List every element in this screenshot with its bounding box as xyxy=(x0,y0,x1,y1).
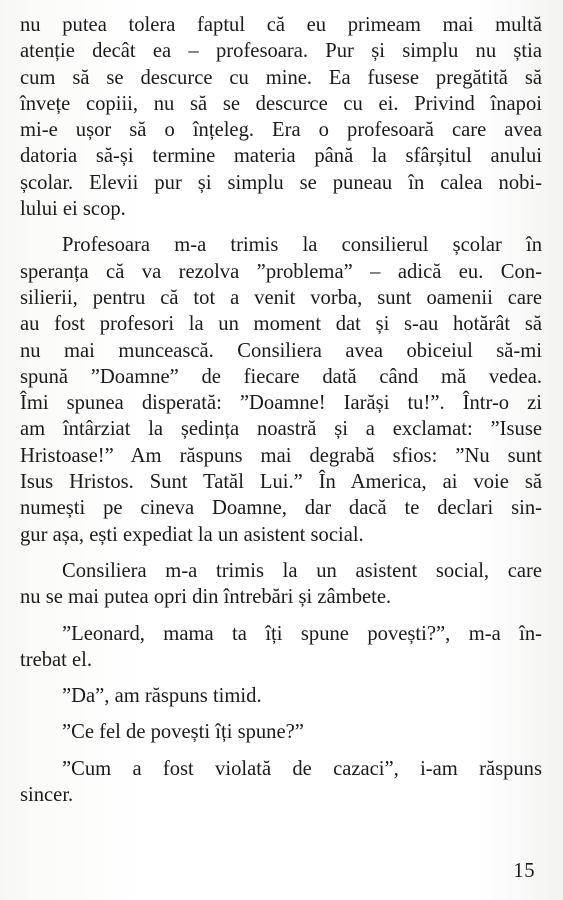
paragraph-gap xyxy=(20,746,542,756)
text-line: au fost profesori la un moment dat și s-au hotărât să xyxy=(20,313,542,336)
paragraph-7 xyxy=(20,756,542,809)
paragraph-6 xyxy=(20,719,542,745)
text-line: lului ei scop. xyxy=(20,198,126,221)
text-line: ”Ce fel de povești îți spune?” xyxy=(62,721,304,744)
paragraph-gap xyxy=(20,673,542,683)
paragraph-2 xyxy=(20,232,542,548)
text-line: ”Leonard, mama ta îți spune povești?”, m-a în- xyxy=(62,622,542,645)
paragraph-gap xyxy=(20,709,542,719)
paragraph-5 xyxy=(20,683,542,709)
text-line: speranța că va rezolva ”problema” – adică eu. Con- xyxy=(20,260,542,283)
paragraph-1 xyxy=(20,12,542,222)
paragraph-gap xyxy=(20,222,542,232)
text-line: nu putea tolera faptul că eu primeam mai multă xyxy=(20,14,542,36)
text-line: cum să se descurce cu mine. Ea fusese pregătită să xyxy=(20,66,542,89)
text-line: ”Cum a fost violată de cazaci”, i-am răspuns xyxy=(62,757,542,780)
text-line: Hristoase!” Am răspuns mai degrabă sfios: ”Nu sunt xyxy=(20,444,542,467)
paragraph-4 xyxy=(20,621,542,674)
text-line: trebat el. xyxy=(20,648,93,671)
text-line: ”Da”, am răspuns timid. xyxy=(62,685,262,708)
text-line: Consiliera m-a trimis la un asistent social, care xyxy=(62,559,542,582)
text-line: sincer. xyxy=(20,784,74,807)
paragraph-3 xyxy=(20,558,542,611)
text-line: numești pe cineva Doamne, dar dacă te declari sin- xyxy=(20,497,542,520)
text-line: gur așa, ești expediat la un asistent social. xyxy=(20,523,364,546)
text-line: mi-e ușor să o înțeleg. Era o profesoară care avea xyxy=(20,119,542,142)
page-body-text xyxy=(20,12,542,808)
page-number: 15 xyxy=(513,860,535,882)
text-line: silierii, pentru că tot a venit vorba, sunt oamenii care xyxy=(20,286,542,309)
text-line: nu mai muncească. Consiliera avea obiceiul să-mi xyxy=(20,339,542,362)
text-line: învețe copiii, nu să se descurce cu ei. Privind înapoi xyxy=(20,92,542,115)
text-line: nu se mai putea opri din întrebări și zâmbete. xyxy=(20,586,392,609)
text-line: Isus Hristos. Sunt Tatăl Lui.” În America, ai voie să xyxy=(20,471,542,494)
paragraph-gap xyxy=(20,548,542,558)
paragraph-gap xyxy=(20,611,542,621)
text-line: am întârziat la ședința noastră și a exclamat: ”Isuse xyxy=(20,418,542,441)
text-line: datoria să-și termine materia până la sfârșitul anului xyxy=(20,145,542,168)
text-line: Îmi spunea disperată: ”Doamne! Iarăși tu!”. Într-o zi xyxy=(20,392,542,415)
text-line: spună ”Doamne” de fiecare dată când mă vedea. xyxy=(20,365,542,388)
text-line: școlar. Elevii pur și simplu se puneau în calea nobi- xyxy=(20,171,542,194)
text-line: Profesoara m-a trimis la consilierul școlar în xyxy=(62,234,542,257)
text-line: atenție decât ea – profesoara. Pur și simplu nu știa xyxy=(20,40,542,63)
